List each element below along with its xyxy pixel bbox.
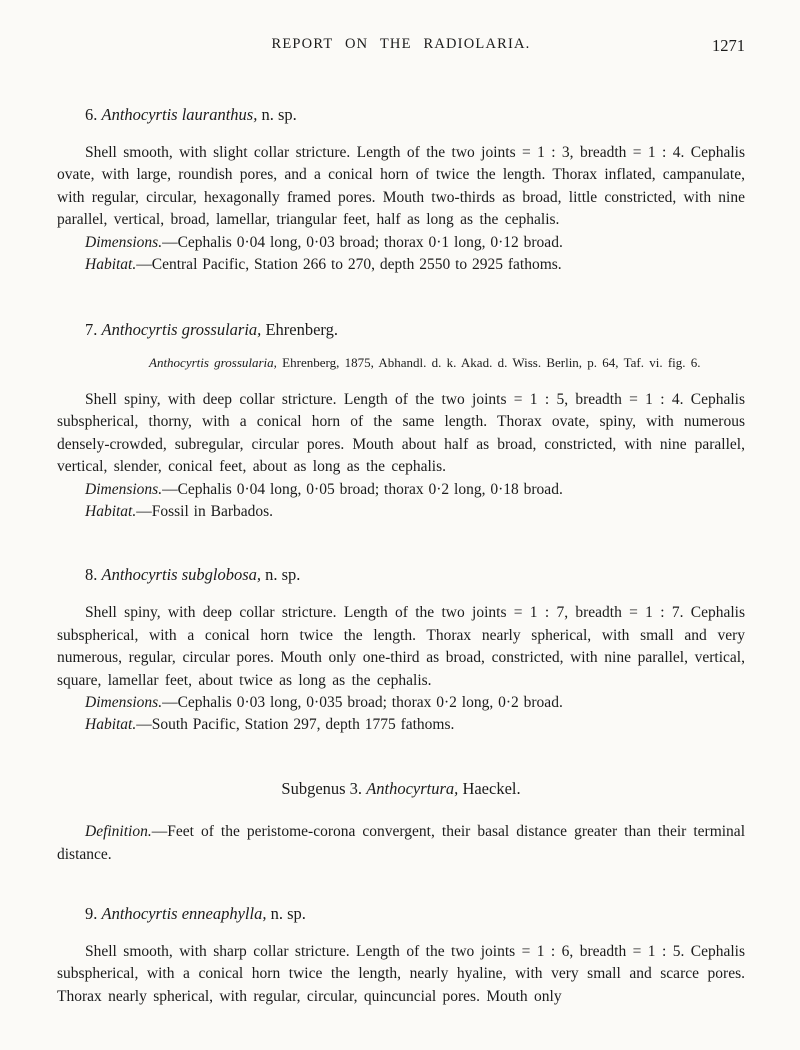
dimensions-label: Dimensions. bbox=[85, 694, 163, 711]
page-number: 1271 bbox=[712, 36, 745, 55]
habitat-line bbox=[57, 714, 745, 736]
habitat-label: Habitat. bbox=[85, 256, 137, 274]
running-title: REPORT ON THE RADIOLARIA. bbox=[271, 36, 531, 52]
dimensions-text: —Cephalis 0·04 long, 0·05 broad; thorax 0·2 long, 0·18 broad. bbox=[162, 480, 563, 498]
habitat-line bbox=[57, 254, 745, 276]
dimensions-label: Dimensions. bbox=[85, 233, 163, 251]
definition-label: Definition. bbox=[85, 822, 152, 840]
citation-reference: Ehrenberg, 1875, Abhandl. d. k. Akad. d. Wiss. Berlin, p. 64, Taf. vi. fig. 6. bbox=[276, 355, 701, 371]
section-species-9 bbox=[57, 904, 745, 1008]
synonym-citation bbox=[149, 353, 741, 373]
description-paragraph: Shell spiny, with deep collar stricture. Length of the two joints = 1 : 5, breadth = 1 : 4. Cephalis subspherical, thorny, with a conical horn of the same length. Thorax ovate, spiny, with numerous densely-crowded, subregular, circular pores. Mouth about half as broad, constricted, with nine parallel, vertical, slender, conical feet, about as long as the cephalis. bbox=[57, 390, 745, 476]
species-name: Anthocyrtis lauranthus, bbox=[101, 105, 258, 124]
habitat-text: —Central Pacific, Station 266 to 270, depth 2550 to 2925 fathoms. bbox=[136, 256, 562, 274]
dimensions-label: Dimensions. bbox=[85, 480, 163, 498]
species-number: 9. bbox=[85, 903, 102, 923]
subgenus-name: Anthocyrtura, bbox=[366, 778, 459, 798]
habitat-line bbox=[57, 501, 745, 523]
species-authority: n. sp. bbox=[261, 565, 301, 585]
description-paragraph: Shell smooth, with slight collar stricture. Length of the two joints = 1 : 3, breadth = 1 : 4. Cephalis ovate, with large, roundish pores, and a conical horn of twice the length. Thorax inflated, campanulate, with regular, circular, hexagonally framed pores. Mouth two-thirds as broad, little constricted, with nine parallel, vertical, broad, lamellar, triangular feet, half as long as the cephalis. bbox=[57, 144, 745, 229]
dimensions-line bbox=[57, 692, 745, 714]
species-heading-6 bbox=[85, 105, 745, 125]
species-heading-9 bbox=[85, 904, 745, 924]
subgenus-section bbox=[57, 779, 745, 866]
habitat-label: Habitat. bbox=[85, 502, 137, 520]
definition-paragraph bbox=[57, 820, 745, 866]
species-name: Anthocyrtis grossularia, bbox=[101, 320, 262, 340]
dimensions-text: —Cephalis 0·04 long, 0·03 broad; thorax 0·1 long, 0·12 broad. bbox=[162, 233, 563, 251]
species-name: Anthocyrtis subglobosa, bbox=[101, 565, 261, 585]
dimensions-text: —Cephalis 0·03 long, 0·035 broad; thorax 0·2 long, 0·2 broad. bbox=[162, 694, 563, 711]
description-paragraph: Shell smooth, with sharp collar stricture. Length of the two joints = 1 : 6, breadth = 1 : 5. Cephalis subspherical, with a conical horn twice the length, nearly hyaline, with very small and scarce pores. Thorax nearly spherical, with regular, circular, quincuncial pores. Mouth only bbox=[57, 942, 745, 1005]
species-name: Anthocyrtis enneaphylla, bbox=[101, 903, 267, 923]
species-authority: n. sp. bbox=[257, 105, 297, 124]
species-authority: n. sp. bbox=[266, 903, 306, 923]
habitat-text: —South Pacific, Station 297, depth 1775 fathoms. bbox=[136, 716, 455, 734]
habitat-text: —Fossil in Barbados. bbox=[136, 502, 274, 520]
subgenus-heading bbox=[57, 779, 745, 799]
species-number: 8. bbox=[85, 565, 102, 585]
subgenus-authority: Haeckel. bbox=[458, 778, 521, 798]
section-species-7 bbox=[57, 320, 745, 523]
dimensions-line bbox=[57, 232, 745, 254]
species-number: 6. bbox=[85, 105, 102, 124]
section-species-8 bbox=[57, 565, 745, 736]
definition-text: —Feet of the peristome-corona convergent, their basal distance greater than their terminal distance. bbox=[57, 822, 745, 863]
subgenus-prefix: Subgenus 3. bbox=[281, 778, 367, 798]
species-authority: Ehrenberg. bbox=[261, 320, 338, 340]
citation-species-name: Anthocyrtis grossularia, bbox=[149, 355, 277, 371]
dimensions-line bbox=[57, 479, 745, 501]
section-species-6 bbox=[57, 105, 745, 276]
species-heading-8 bbox=[85, 565, 745, 585]
habitat-label: Habitat. bbox=[85, 716, 137, 734]
running-header bbox=[57, 36, 745, 58]
description-paragraph: Shell spiny, with deep collar stricture. Length of the two joints = 1 : 7, breadth = 1 : 7. Cephalis subspherical, with a conical horn twice the length. Thorax nearly spherical, with small and very numerous, regular, circular pores. Mouth only one-third as broad, constricted, with nine parallel, vertical, square, lamellar feet, about twice as long as the cephalis. bbox=[57, 604, 745, 689]
species-number: 7. bbox=[85, 320, 102, 340]
species-heading-7 bbox=[85, 320, 745, 340]
